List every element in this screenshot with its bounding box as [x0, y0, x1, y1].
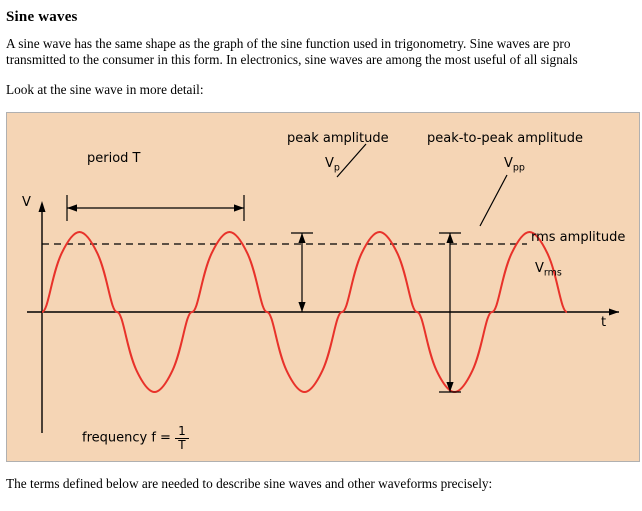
rms-amplitude-label: rms amplitude — [531, 230, 626, 245]
peak-to-peak-symbol — [504, 156, 525, 174]
period-label: period T — [87, 151, 141, 166]
footer-paragraph: The terms defined below are needed to describe sine waves and other waveforms precisely: — [6, 476, 493, 491]
peak-amplitude-arrow-top-head — [298, 233, 305, 243]
peak-amplitude-leader-line — [337, 144, 366, 177]
peak-amplitude-arrow-bottom-head — [298, 302, 305, 312]
frequency-formula-text: frequency f = — [82, 430, 171, 446]
peak-amplitude-label: peak amplitude — [287, 131, 389, 146]
peak-amplitude-symbol-v: V — [325, 156, 334, 171]
rms-amplitude-symbol — [535, 261, 562, 279]
peak-to-peak-leader-line — [480, 175, 507, 226]
time-axis-label: t — [601, 315, 607, 330]
voltage-axis-arrowhead — [39, 201, 46, 212]
peak-to-peak-subscript: pp — [512, 162, 525, 174]
peak-to-peak-symbol-v: V — [504, 156, 513, 171]
frequency-denominator: T — [178, 437, 186, 452]
peak-amplitude-symbol — [325, 156, 340, 174]
voltage-axis-label: V — [22, 195, 31, 210]
time-axis-arrowhead — [609, 309, 619, 316]
paragraph-spacer — [4, 68, 638, 82]
intro-paragraph-line-2: transmitted to the consumer in this form. In electronics, sine waves are among the most useful of all signals — [6, 52, 578, 67]
frequency-formula — [82, 425, 189, 451]
rms-symbol-v: V — [535, 261, 544, 276]
period-arrow-right-head — [234, 204, 244, 211]
peak-to-peak-label: peak-to-peak amplitude — [427, 131, 583, 146]
page-title: Sine waves — [6, 9, 78, 25]
sine-wave-figure — [6, 112, 640, 462]
peak-to-peak-arrow-top-head — [446, 233, 453, 243]
peak-amplitude-subscript: p — [333, 162, 340, 174]
intro-paragraph-line-1: A sine wave has the same shape as the graph of the sine function used in trigonometry. Sine waves are pro — [6, 36, 571, 51]
period-arrow-left-head — [67, 204, 77, 211]
lead-in-text: Look at the sine wave in more detail: — [6, 82, 204, 97]
frequency-fraction — [175, 425, 189, 451]
frequency-numerator: 1 — [175, 425, 189, 439]
rms-subscript: rms — [543, 267, 562, 279]
